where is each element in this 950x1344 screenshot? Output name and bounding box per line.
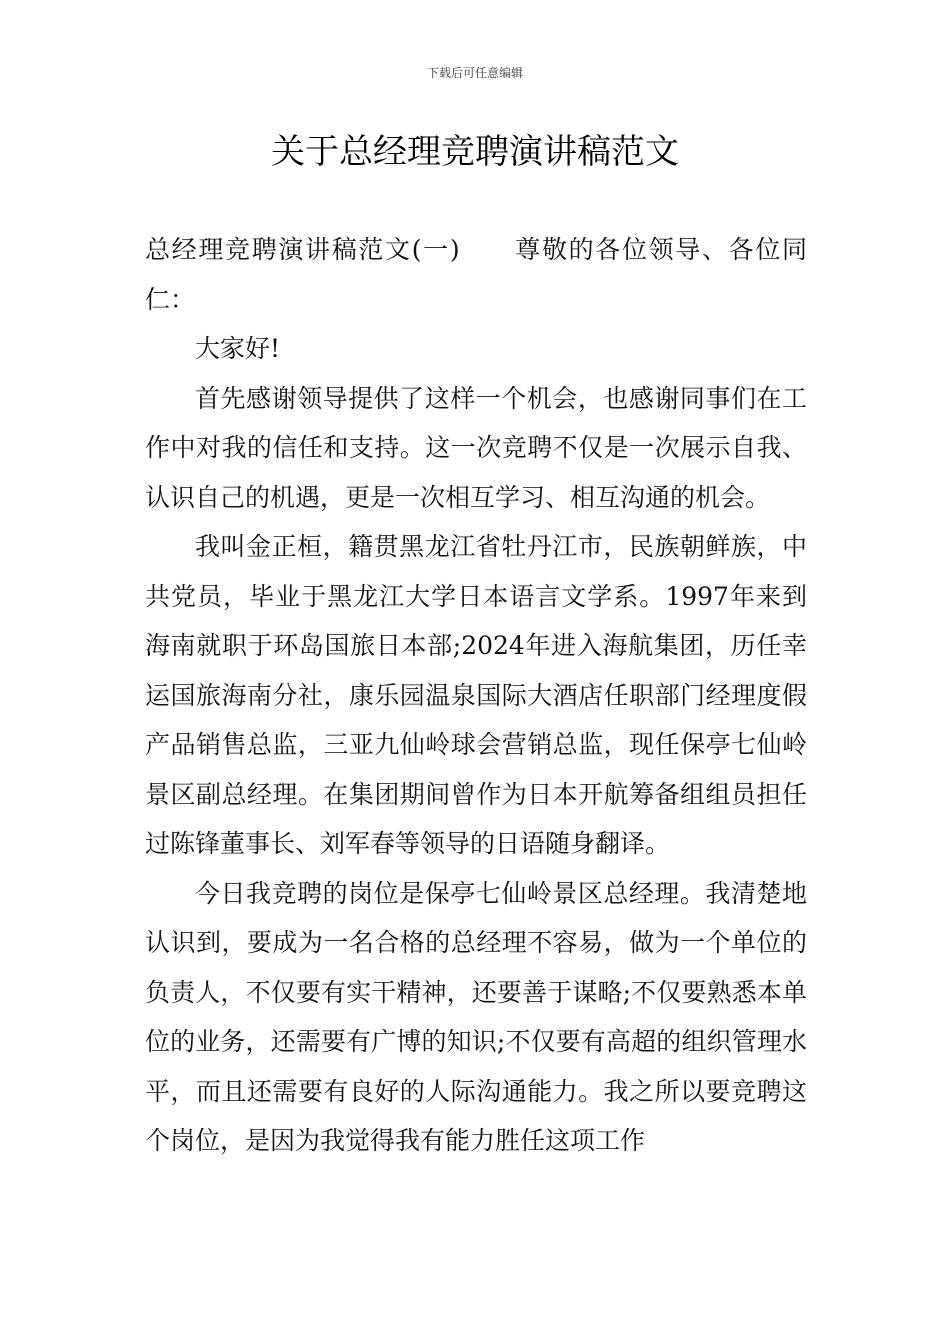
- section-heading: 总经理竞聘演讲稿范文(一): [145, 235, 460, 264]
- paragraph-introduction: 我叫金正桓，籍贯黑龙江省牡丹江市，民族朝鲜族，中共党员，毕业于黑龙江大学日本语言文学系。1997年来到海南就职于环岛国旅日本部;2024年进入海航集团，历任幸运国旅海南分社，康乐园温泉国际大酒店任职部门经理度假产品销售总监，三亚九仙岭球会营销总监，现任保亭七仙岭景区副总经理。在集团期间曾作为日本开航筹备组组员担任过陈锋董事长、刘军春等领导的日语随身翻译。: [145, 532, 807, 858]
- paragraph-position: 今日我竞聘的岗位是保亭七仙岭景区总经理。我清楚地认识到，要成为一名合格的总经理不容易，做为一个单位的负责人，不仅要有实干精神，还要善于谋略;不仅要熟悉本单位的业务，还需要有广博的知识;不仅要有高超的组织管理水平，而且还需要有良好的人际沟通能力。我之所以要竞聘这个岗位，是因为我觉得我有能力胜任这项工作: [145, 878, 807, 1155]
- header-note: 下载后可任意编辑: [426, 66, 523, 80]
- paragraph-greeting: 大家好!: [195, 334, 281, 363]
- document-body: [145, 225, 807, 1166]
- opening-line: [145, 225, 807, 324]
- document-title: 关于总经理竞聘演讲稿范文: [271, 132, 679, 172]
- salutation: 尊敬的各位领导、各位同仁：: [145, 235, 807, 314]
- paragraph-thanks: 首先感谢领导提供了这样一个机会，也感谢同事们在工作中对我的信任和支持。这一次竞聘不仅是一次展示自我、认识自己的机遇，更是一次相互学习、相互沟通的机会。: [145, 383, 807, 512]
